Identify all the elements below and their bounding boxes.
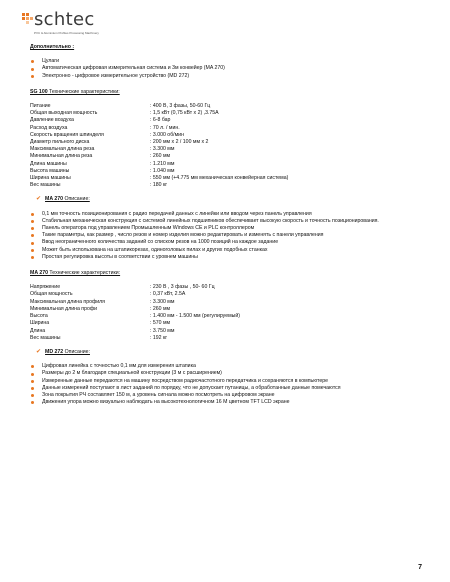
list-item: Ввод неограниченного количества заданий со списком резов на 1000 позиций на каждое задание: [30, 239, 422, 246]
spec-row: [30, 299, 240, 306]
spec-label: Длина машины: [30, 160, 67, 167]
spec-value: : 3.750 мм: [150, 327, 175, 334]
ma270-spec-model: MA 270: [30, 270, 48, 277]
spec-label: Максимальная длина профиля: [30, 298, 105, 305]
spec-row: [30, 161, 288, 168]
spec-value: : 1.210 мм: [150, 160, 175, 167]
spec-row: [30, 320, 240, 327]
document-body: [30, 44, 422, 406]
ma270-spec-heading-text: Технические характеристики:: [47, 270, 121, 277]
ma270-spec-heading: [30, 270, 422, 277]
spec-label: Общая мощность: [30, 291, 73, 298]
spec-row: [30, 284, 240, 291]
checkmark-icon: ✔: [36, 348, 42, 355]
spec-value: : 3.000 об/мин: [150, 131, 184, 138]
spec-row: [30, 168, 288, 175]
spec-value: : 180 кг: [150, 182, 168, 189]
spec-value: : 1.400 мм - 1.500 мм (регулируемый): [150, 313, 241, 320]
sg100-spec-table: [30, 103, 288, 189]
spec-value: : 1,5 кВт (0,75 кВт х 2) ,3.75А: [150, 110, 219, 117]
spec-label: Вес машины: [30, 182, 61, 189]
spec-label: Давление воздуха: [30, 117, 74, 124]
md272-desc-list: [30, 363, 422, 406]
md272-desc-model: MD 272: [45, 348, 64, 355]
spec-row: [30, 103, 288, 110]
spec-row: [30, 146, 288, 153]
spec-label: Диаметр пильного диска: [30, 139, 90, 146]
page-number: 7: [418, 564, 422, 571]
spec-value: : 230 В , 3 фазы , 50- 60 Гц: [150, 284, 215, 291]
spec-label: Минимальная длина профи: [30, 305, 98, 312]
spec-label: Высота: [30, 313, 48, 320]
spec-row: [30, 110, 288, 117]
logo-mark-icon: [22, 13, 32, 23]
spec-value: : 70 л. / мин.: [150, 124, 180, 131]
optional-list: [30, 58, 422, 80]
spec-label: Ширина машины: [30, 175, 71, 182]
logo-tagline: PVC & Aluminium Profiles Processing Machinery: [34, 31, 99, 35]
spec-value: : 200 мм х 2 / 100 мм х 2: [150, 139, 209, 146]
spec-value: : 6-8 бар: [150, 117, 171, 124]
ma270-desc-heading-text: Описание:: [63, 196, 90, 203]
spec-label: Скорость вращения шпинделя: [30, 131, 104, 138]
ma270-desc-heading: [30, 196, 422, 203]
spec-label: Максимальная длина реза: [30, 146, 95, 153]
ma270-spec-table: [30, 284, 240, 342]
spec-value: : 192 кг: [150, 334, 168, 341]
spec-row: [30, 153, 288, 160]
ma270-desc-model: MA 270: [45, 196, 64, 203]
spec-row: [30, 328, 240, 335]
list-item: Стабильная механическая конструкция с системой линейных подшипников обеспечивает высокую скорость и точность позиционирования.: [30, 218, 422, 225]
list-item: Простая регулировка высоты в соответствии с уровнем машины: [30, 254, 422, 261]
spec-label: Вес машины: [30, 334, 61, 341]
spec-value: : 260 мм: [150, 153, 171, 160]
spec-label: Ширина: [30, 320, 50, 327]
spec-row: [30, 335, 240, 342]
list-item: Такие параметры, как размер , число резов и номер изделия можно редактировать и изменять с панели управления: [30, 232, 422, 239]
spec-label: Минимальная длина реза: [30, 153, 93, 160]
spec-label: Длина: [30, 327, 46, 334]
spec-label: Высота машины: [30, 167, 70, 174]
list-item: Цулаги: [30, 58, 422, 65]
spec-label: Напряжение: [30, 284, 61, 291]
list-item: Движения упора можно визуально наблюдать на высокотехнологичном 16 М цветном TFT LCD экране: [30, 399, 422, 406]
spec-row: [30, 291, 240, 298]
sg100-heading-text: Технические характеристики:: [47, 88, 120, 95]
checkmark-icon: ✔: [36, 196, 42, 203]
spec-row: [30, 313, 240, 320]
company-logo: [22, 9, 102, 42]
spec-value: : 0,37 кВт, 2.5А: [150, 291, 186, 298]
list-item: Данные измерений поступают в лист заданий по порядку, что не допускает путаницы, а обработанные данные помечаются: [30, 385, 422, 392]
spec-label: Расход воздуха: [30, 124, 68, 131]
spec-row: [30, 139, 288, 146]
spec-value: : 3.300 мм: [150, 146, 175, 153]
spec-row: [30, 132, 288, 139]
list-item: Может быть использована на штапикорезах, одиноголовых пилах и других подобных станках: [30, 247, 422, 254]
md272-desc-heading: [30, 349, 422, 356]
list-item: Панель оператора под управлением Промышленным Windows CE и PLC контроллером: [30, 225, 422, 232]
spec-value: : 260 мм: [150, 305, 171, 312]
spec-label: Общая выходная мощность: [30, 110, 98, 117]
list-item: Цифровая линейка с точностью 0,1 мм для измерения штапика: [30, 363, 422, 370]
sg100-model: SG 100: [30, 88, 48, 95]
md272-desc-heading-text: Описание:: [63, 348, 90, 355]
list-item: Автоматическая цифровая измерительная система и 3м конвейер (MA 270): [30, 65, 422, 72]
spec-row: [30, 182, 288, 189]
spec-row: [30, 175, 288, 182]
spec-row: [30, 306, 240, 313]
optional-heading: Дополнительно :: [30, 44, 75, 50]
sg100-spec-heading: [30, 89, 422, 96]
spec-row: [30, 117, 288, 124]
list-item: Зона покрытия РЧ составляет 150 м, а уровень сигнала можно посмотреть на цифровом экране: [30, 392, 422, 399]
list-item: Размеры до 2 м благодаря специальной конструкции (3 м с расширением): [30, 370, 422, 377]
logo-text: schtec: [34, 9, 95, 30]
ma270-desc-list: [30, 211, 422, 261]
spec-label: Питание: [30, 103, 51, 110]
spec-value: : 550 мм (+4.775 мм механическая конвейерная система): [150, 175, 289, 182]
spec-value: : 3.300 мм: [150, 298, 175, 305]
list-item: 0,1 мм точность позиционирования с радио передачей данных с линейки или вводом через панель управления: [30, 211, 422, 218]
list-item: Электронно - цифровое измерительное устройство (MD 272): [30, 73, 422, 80]
spec-row: [30, 125, 288, 132]
list-item: Измеренные данные передаются на машину посредством радиочастотного передатчика и сохраняются в компьютере: [30, 378, 422, 385]
spec-value: : 570 мм: [150, 320, 171, 327]
spec-value: : 1.040 мм: [150, 167, 175, 174]
spec-value: : 400 В, 3 фазы, 50-60 Гц: [150, 103, 211, 110]
